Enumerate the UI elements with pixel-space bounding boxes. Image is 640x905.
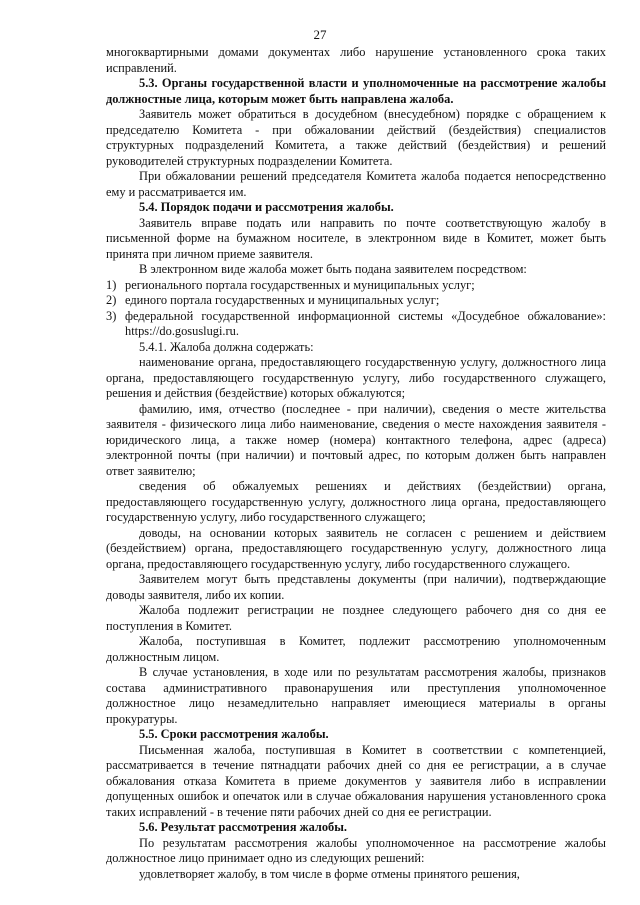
page-number: 27 <box>313 27 327 42</box>
paragraph: Заявителем могут быть представлены документы (при наличии), подтверждающие доводы заявителя, либо их копии. <box>106 572 606 602</box>
list-item-number: 3) <box>106 308 117 323</box>
section-heading-5-3: 5.3. Органы государственной власти и уполномоченные на рассмотрение жалобы должностные лица, которым может быть направлена жалоба. <box>106 76 606 106</box>
paragraph: наименование органа, предоставляющего государственную услугу, должностного лица органа, предоставляющего государственную услугу, либо государственного служащего, решения и действия (бездействие) которых обжалуются; <box>106 355 606 400</box>
paragraph: доводы, на основании которых заявитель не согласен с решением и действием (бездействием) органа, предоставляющего государственную услугу, должностного лица органа, предоставляющего государственную услугу, либо государственного служащего. <box>106 525 606 571</box>
paragraph: По результатам рассмотрения жалобы уполномоченное на рассмотрение жалобы должностное лицо принимает одно из следующих решений: <box>106 835 606 865</box>
list-item-text: единого портала государственных и муниципальных услуг; <box>125 293 440 307</box>
section-heading-5-4: 5.4. Порядок подачи и рассмотрения жалобы. <box>139 200 394 214</box>
paragraph: Жалоба, поступившая в Комитет, подлежит рассмотрению уполномоченным должностным лицом. <box>106 634 606 664</box>
list-item <box>106 293 606 309</box>
list-item-number: 1) <box>106 277 117 292</box>
list-item-text: регионального портала государственных и муниципальных услуг; <box>125 277 475 292</box>
list-item-text: федеральной государственной информационной системы «Досудебное обжалование»: https://do.gosuslugi.ru. <box>125 308 606 338</box>
paragraph: Заявитель может обратиться в досудебном (внесудебном) порядке с обращением к председателю Комитета - при обжаловании действий (бездействия) специалистов структурных подразделений Комитета, а также действий (бездействия) и решений руководителей структурных подразделении Комитета. <box>106 107 606 168</box>
paragraph: фамилию, имя, отчество (последнее - при наличии), сведения о месте жительства заявителя - физического лица либо наименование, сведения о месте нахождения заявителя - юридического лица, а также номер (номера) контактного телефона, адрес (адреса) электронной почты (при наличии) и почтовый адрес, по которым должен быть направлен ответ заявителю; <box>106 401 606 478</box>
paragraph: сведения об обжалуемых решениях и действиях (бездействии) органа, предоставляющего государственную услугу, должностного лица органа, предоставляющего государственную услугу, либо государственного служащего; <box>106 479 606 524</box>
document-body <box>106 45 606 882</box>
paragraph: При обжаловании решений председателя Комитета жалоба подается непосредственно ему и рассматривается им. <box>106 169 606 199</box>
section-heading-5-6: 5.6. Результат рассмотрения жалобы. <box>139 820 348 834</box>
paragraph-continuation: многоквартирными домами документах либо нарушение установленного срока таких исправлений. <box>106 45 606 75</box>
submission-channels-list <box>106 278 606 340</box>
list-item-number: 2) <box>106 293 117 307</box>
list-item <box>106 309 606 340</box>
paragraph: Жалоба подлежит регистрации не позднее следующего рабочего дня со дня ее поступления в Комитет. <box>106 603 606 633</box>
list-item <box>106 278 606 294</box>
section-heading-5-5: 5.5. Сроки рассмотрения жалобы. <box>139 727 329 741</box>
paragraph: В электронном виде жалоба может быть подана заявителем посредством: <box>139 262 527 276</box>
paragraph: Заявитель вправе подать или направить по почте соответствующую жалобу в письменной форме на бумажном носителе, в электронном виде в Комитет, может быть принята при личном приеме заявителя. <box>106 215 606 261</box>
paragraph: удовлетворяет жалобу, в том числе в форме отмены принятого решения, <box>139 866 520 881</box>
paragraph: В случае установления, в ходе или по результатам рассмотрения жалобы, признаков состава административного правонарушения или преступления уполномоченное должностное лицо незамедлительно направляет имеющиеся материалы в органы прокуратуры. <box>106 665 606 726</box>
subsection-5-4-1: 5.4.1. Жалоба должна содержать: <box>139 339 314 354</box>
paragraph: Письменная жалоба, поступившая в Комитет в соответствии с компетенцией, рассматривается в течение пятнадцати рабочих дней со дня ее регистрации, а в случае обжалования отказа Комитета в приеме документов у заявителя либо в исправлении допущенных ошибок и опечаток или в случае обжалования нарушения установленного срока таких исправлений - в течение пяти рабочих дней со дня ее регистрации. <box>106 742 606 819</box>
